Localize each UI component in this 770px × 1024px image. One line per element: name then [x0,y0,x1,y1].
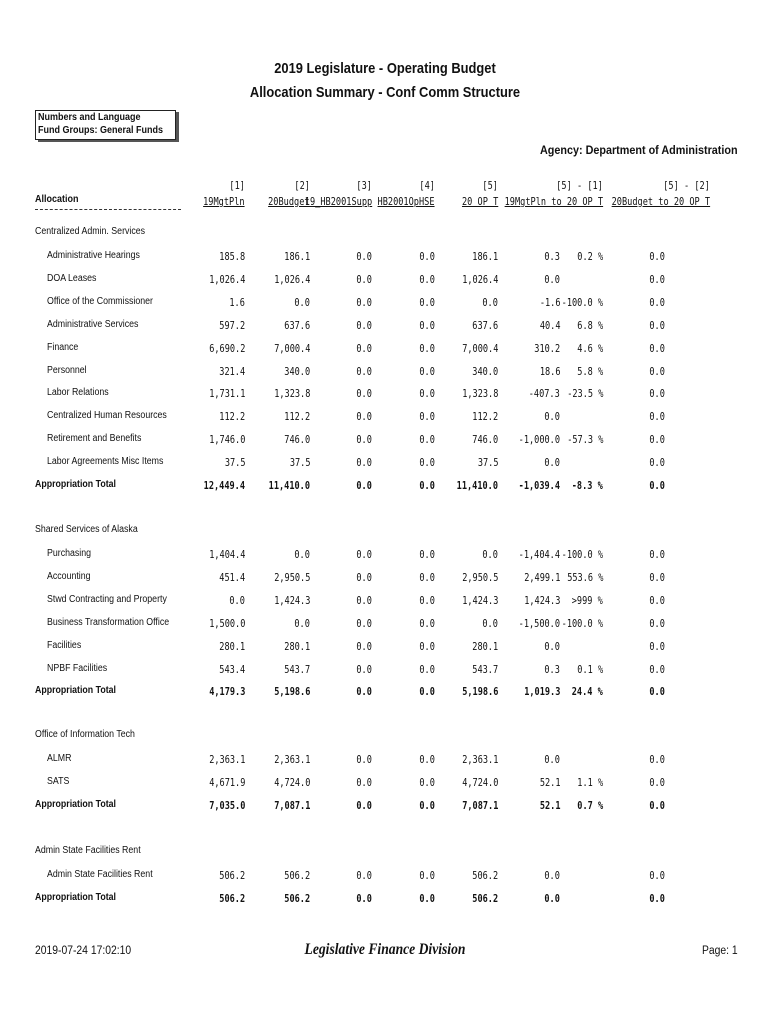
cell-value: 112.2 [284,410,310,424]
cell-value: 0.0 [419,685,435,699]
cell-value: -1,500.0 [518,616,560,630]
cell-value: 0.0 [649,456,665,470]
cell-value: 0.0 [419,295,435,309]
report-title: 2019 Legislature - Operating Budget [274,60,496,77]
table-row [0,594,770,614]
page-number: Page: 1 [702,945,738,957]
column-header-label-text: 19MgtPln to 20 OP T [504,196,603,208]
table-row [0,387,770,407]
cell-value: 0.0 [649,364,665,378]
cell-value: 0.0 [649,410,665,424]
cell-value: 0.0 [544,869,560,882]
section-header [0,524,770,544]
table-row-label: Purchasing [47,548,92,559]
section-header [0,226,770,246]
cell-value: 1,500.0 [208,616,245,630]
allocation-column-header: Allocation [35,194,79,205]
column-header-label-text: 19_HB2001Supp [304,196,372,208]
cell-value: 2,499.1 [523,570,560,584]
section-header [0,845,770,865]
cell-value: 1,026.4 [208,272,245,286]
cell-value: 0.0 [356,272,372,286]
cell-value: 0.0 [229,593,245,607]
section-header-label: Shared Services of Alaska [35,524,138,535]
cell-value: 0.0 [294,295,310,309]
cell-value: 4,671.9 [208,775,245,789]
cell-value: 0.0 [356,775,372,789]
table-row-label: Administrative Hearings [47,250,140,261]
cell-value: 0.0 [649,548,665,561]
total-row [0,479,770,499]
cell-value: 0.0 [649,616,665,630]
table-row [0,342,770,362]
table-row-label: Labor Relations [47,387,109,399]
cell-value: 52.1 [539,798,560,812]
filter-line-2: Fund Groups: General Funds [38,125,164,136]
cell-value: 0.0 [419,341,435,355]
cell-value: -1.6 [539,295,560,309]
column-header-number: [5] - [2] [663,180,710,192]
column-header-number: [1] [229,180,245,192]
cell-value: -100.0 % [561,616,603,630]
cell-value: 0.0 [649,341,665,355]
cell-value: 0.0 [544,639,560,653]
table-row-label: Stwd Contracting and Property [47,593,167,605]
cell-value: 0.0 [649,753,665,766]
total-row [0,799,770,819]
cell-value: 0.0 [356,685,372,699]
table-row [0,296,770,316]
header-divider [35,209,181,210]
cell-value: 11,410.0 [268,479,310,492]
cell-value: 52.1 [539,775,560,789]
cell-value: 0.0 [356,295,372,309]
cell-value: 0.0 [356,479,372,492]
table-row-label: Administrative Services [47,318,139,330]
cell-value: 7,087.1 [273,798,310,812]
section-header-label: Office of Information Tech [35,729,135,740]
cell-value: 1,746.0 [208,433,245,447]
cell-value: 0.0 [356,250,372,263]
cell-value: 0.0 [649,433,665,447]
cell-value: 40.4 [539,318,560,332]
cell-value: 186.1 [472,250,498,263]
column-header-label-text: 20Budget [268,196,310,208]
cell-value: 506.2 [284,869,310,882]
table-row-label: Retirement and Benefits [47,433,142,445]
cell-value: 0.0 [649,639,665,653]
table-row [0,776,770,796]
cell-value: 2,363.1 [208,753,245,766]
cell-value: 7,087.1 [461,798,498,812]
cell-value: 0.0 [356,433,372,447]
table-row [0,456,770,476]
column-header-number: [5] - [1] [556,180,603,192]
table-row-label: Facilities [47,639,82,651]
column-header-number: [5] [482,180,498,192]
cell-value: 0.0 [544,456,560,470]
cell-value: 24.4 % [571,685,603,699]
cell-value: 4,724.0 [273,775,310,789]
cell-value: 0.0 [419,387,435,401]
table-row [0,663,770,683]
cell-value: 637.6 [284,318,310,332]
table-row [0,640,770,660]
cell-value: 597.2 [219,318,245,332]
cell-value: 0.0 [356,891,372,905]
table-row-label: SATS [47,775,70,787]
cell-value: 506.2 [472,891,498,905]
cell-value: 0.0 [356,639,372,653]
column-header-label-text: HB2001OpHSE [377,196,435,208]
cell-value: 506.2 [472,869,498,882]
total-row-label: Appropriation Total [35,479,116,490]
cell-value: 1,026.4 [273,272,310,286]
cell-value: 7,000.4 [461,341,498,355]
cell-value: -100.0 % [561,295,603,309]
cell-value: 0.0 [419,775,435,789]
cell-value: 0.0 [356,570,372,584]
cell-value: 0.0 [649,570,665,584]
cell-value: 0.0 [356,869,372,882]
filter-box [35,110,176,140]
column-header-label-text: 20 OP T [461,196,498,208]
cell-value: 0.0 [649,318,665,332]
cell-value: 37.5 [224,456,245,470]
cell-value: 0.0 [419,410,435,424]
cell-value: 746.0 [472,433,498,447]
cell-value: 0.0 [356,662,372,676]
cell-value: 0.0 [419,662,435,676]
table-row-label: ALMR [47,753,72,764]
cell-value: 0.0 [419,753,435,766]
cell-value: 0.0 [356,593,372,607]
table-row [0,319,770,339]
table-row-label: Personnel [47,364,87,376]
cell-value: 0.0 [419,798,435,812]
table-row [0,753,770,773]
cell-value: 543.7 [284,662,310,676]
cell-value: 1.6 [229,295,245,309]
cell-value: 0.0 [419,616,435,630]
column-header-label-text: 20Budget to 20 OP T [611,196,710,208]
table-row-label: Admin State Facilities Rent [47,869,153,880]
cell-value: 0.0 [649,798,665,812]
cell-value: 0.0 [356,548,372,561]
cell-value: 1,323.8 [461,387,498,401]
cell-value: 18.6 [539,364,560,378]
cell-value: 0.0 [356,456,372,470]
cell-value: 0.0 [419,456,435,470]
cell-value: 0.0 [356,341,372,355]
table-row [0,250,770,270]
cell-value: 0.0 [356,387,372,401]
cell-value: 280.1 [219,639,245,653]
cell-value: 0.0 [482,548,498,561]
cell-value: 451.4 [219,570,245,584]
cell-value: 0.0 [419,548,435,561]
cell-value: 0.0 [419,272,435,286]
cell-value: 1,323.8 [273,387,310,401]
cell-value: 280.1 [472,639,498,653]
cell-value: 0.0 [649,891,665,905]
table-row [0,433,770,453]
cell-value: 1,026.4 [461,272,498,286]
cell-value: 1,424.3 [523,593,560,607]
cell-value: 0.0 [482,616,498,630]
cell-value: 7,035.0 [208,798,245,812]
cell-value: 0.0 [419,593,435,607]
cell-value: 553.6 % [566,570,603,584]
cell-value: 0.0 [356,318,372,332]
cell-value: 0.0 [649,662,665,676]
cell-value: 0.0 [482,295,498,309]
cell-value: 12,449.4 [203,479,245,492]
cell-value: 0.0 [544,410,560,424]
cell-value: 0.0 [649,479,665,492]
cell-value: -1,039.4 [518,479,560,492]
cell-value: 1.1 % [577,775,603,789]
cell-value: 506.2 [219,891,245,905]
cell-value: 280.1 [284,639,310,653]
cell-value: 1,019.3 [523,685,560,699]
section-header-label: Centralized Admin. Services [35,226,146,237]
cell-value: 746.0 [284,433,310,447]
cell-value: 37.5 [477,456,498,470]
cell-value: -407.3 [528,387,560,401]
cell-value: 340.0 [472,364,498,378]
cell-value: 0.0 [419,570,435,584]
table-row-label: Business Transformation Office [47,616,170,628]
column-header-label [462,196,498,208]
section-header [0,729,770,749]
cell-value: 0.0 [649,250,665,263]
cell-value: 2,950.5 [461,570,498,584]
cell-value: 506.2 [284,891,310,905]
cell-value: 0.0 [419,318,435,332]
cell-value: >999 % [571,593,603,607]
cell-value: 5,198.6 [273,685,310,699]
total-row [0,685,770,705]
cell-value: -57.3 % [566,433,603,447]
cell-value: 0.7 % [577,798,603,812]
cell-value: 0.0 [649,775,665,789]
cell-value: 0.0 [356,616,372,630]
table-row [0,617,770,637]
column-header-number: [4] [419,180,435,192]
cell-value: 0.0 [419,891,435,905]
cell-value: -100.0 % [561,548,603,561]
section-header-label: Admin State Facilities Rent [35,845,141,856]
column-header-number: [2] [294,180,310,192]
cell-value: 543.4 [219,662,245,676]
cell-value: 11,410.0 [456,479,498,492]
table-row-label: DOA Leases [47,272,97,284]
cell-value: 6,690.2 [208,341,245,355]
cell-value: 0.0 [419,479,435,492]
cell-value: 7,000.4 [273,341,310,355]
cell-value: 0.3 [544,662,560,676]
cell-value: 506.2 [219,869,245,882]
cell-value: 0.0 [356,798,372,812]
cell-value: 186.1 [284,250,310,263]
cell-value: 0.0 [544,753,560,766]
cell-value: 0.1 % [577,662,603,676]
cell-value: 112.2 [219,410,245,424]
cell-value: 2,950.5 [273,570,310,584]
cell-value: 1,404.4 [208,548,245,561]
footer-timestamp: 2019-07-24 17:02:10 [35,945,132,957]
column-header-label [378,196,435,208]
cell-value: 543.7 [472,662,498,676]
total-row-label: Appropriation Total [35,891,116,903]
cell-value: 0.3 [544,250,560,263]
column-header-label [612,196,710,208]
cell-value: -1,404.4 [518,548,560,561]
cell-value: -1,000.0 [518,433,560,447]
cell-value: 0.2 % [577,250,603,263]
cell-value: 0.0 [419,364,435,378]
cell-value: 1,424.3 [461,593,498,607]
cell-value: 5.8 % [577,364,603,378]
total-row-label: Appropriation Total [35,685,116,697]
cell-value: 2,363.1 [461,753,498,766]
table-row-label: NPBF Facilities [47,662,108,674]
cell-value: 0.0 [649,272,665,286]
total-row [0,892,770,912]
cell-value: 0.0 [294,616,310,630]
column-header-number: [3] [356,180,372,192]
cell-value: 0.0 [294,548,310,561]
cell-value: 37.5 [289,456,310,470]
filter-line-1: Numbers and Language [38,112,141,123]
cell-value: 0.0 [649,295,665,309]
cell-value: 0.0 [356,753,372,766]
table-row [0,869,770,889]
table-row-label: Office of the Commissioner [47,295,153,307]
cell-value: -23.5 % [566,387,603,401]
cell-value: 340.0 [284,364,310,378]
cell-value: 4,724.0 [461,775,498,789]
cell-value: 0.0 [419,869,435,882]
cell-value: -8.3 % [571,479,603,492]
cell-value: 0.0 [649,593,665,607]
cell-value: 1,731.1 [208,387,245,401]
agency-label: Agency: Department of Administration [540,143,738,157]
table-row [0,273,770,293]
table-row-label: Labor Agreements Misc Items [47,456,164,468]
table-row [0,410,770,430]
cell-value: 0.0 [419,250,435,263]
cell-value: 4,179.3 [208,685,245,699]
cell-value: 5,198.6 [461,685,498,699]
cell-value: 0.0 [356,410,372,424]
footer-division: Legislative Finance Division [304,941,466,958]
cell-value: 185.8 [219,250,245,263]
column-header-label [204,196,245,208]
cell-value: 321.4 [219,364,245,378]
report-subtitle: Allocation Summary - Conf Comm Structure [249,84,521,101]
cell-value: 0.0 [649,685,665,699]
cell-value: 0.0 [419,639,435,653]
cell-value: 0.0 [649,869,665,882]
table-row-label: Centralized Human Resources [47,410,167,422]
cell-value: 0.0 [419,433,435,447]
cell-value: 0.0 [356,364,372,378]
table-row-label: Finance [47,341,79,353]
column-header-label [505,196,603,208]
cell-value: 0.0 [544,891,560,905]
cell-value: 6.8 % [577,318,603,332]
cell-value: 310.2 [534,341,560,355]
cell-value: 2,363.1 [273,753,310,766]
cell-value: 4.6 % [577,341,603,355]
cell-value: 0.0 [649,387,665,401]
column-header-label-text: 19MgtPln [203,196,245,208]
cell-value: 1,424.3 [273,593,310,607]
total-row-label: Appropriation Total [35,798,116,810]
table-row [0,548,770,568]
cell-value: 0.0 [544,272,560,286]
column-header-label [269,196,310,208]
table-row [0,571,770,591]
table-row [0,365,770,385]
cell-value: 112.2 [472,410,498,424]
cell-value: 637.6 [472,318,498,332]
table-row-label: Accounting [47,570,91,582]
column-header-label [305,196,372,208]
